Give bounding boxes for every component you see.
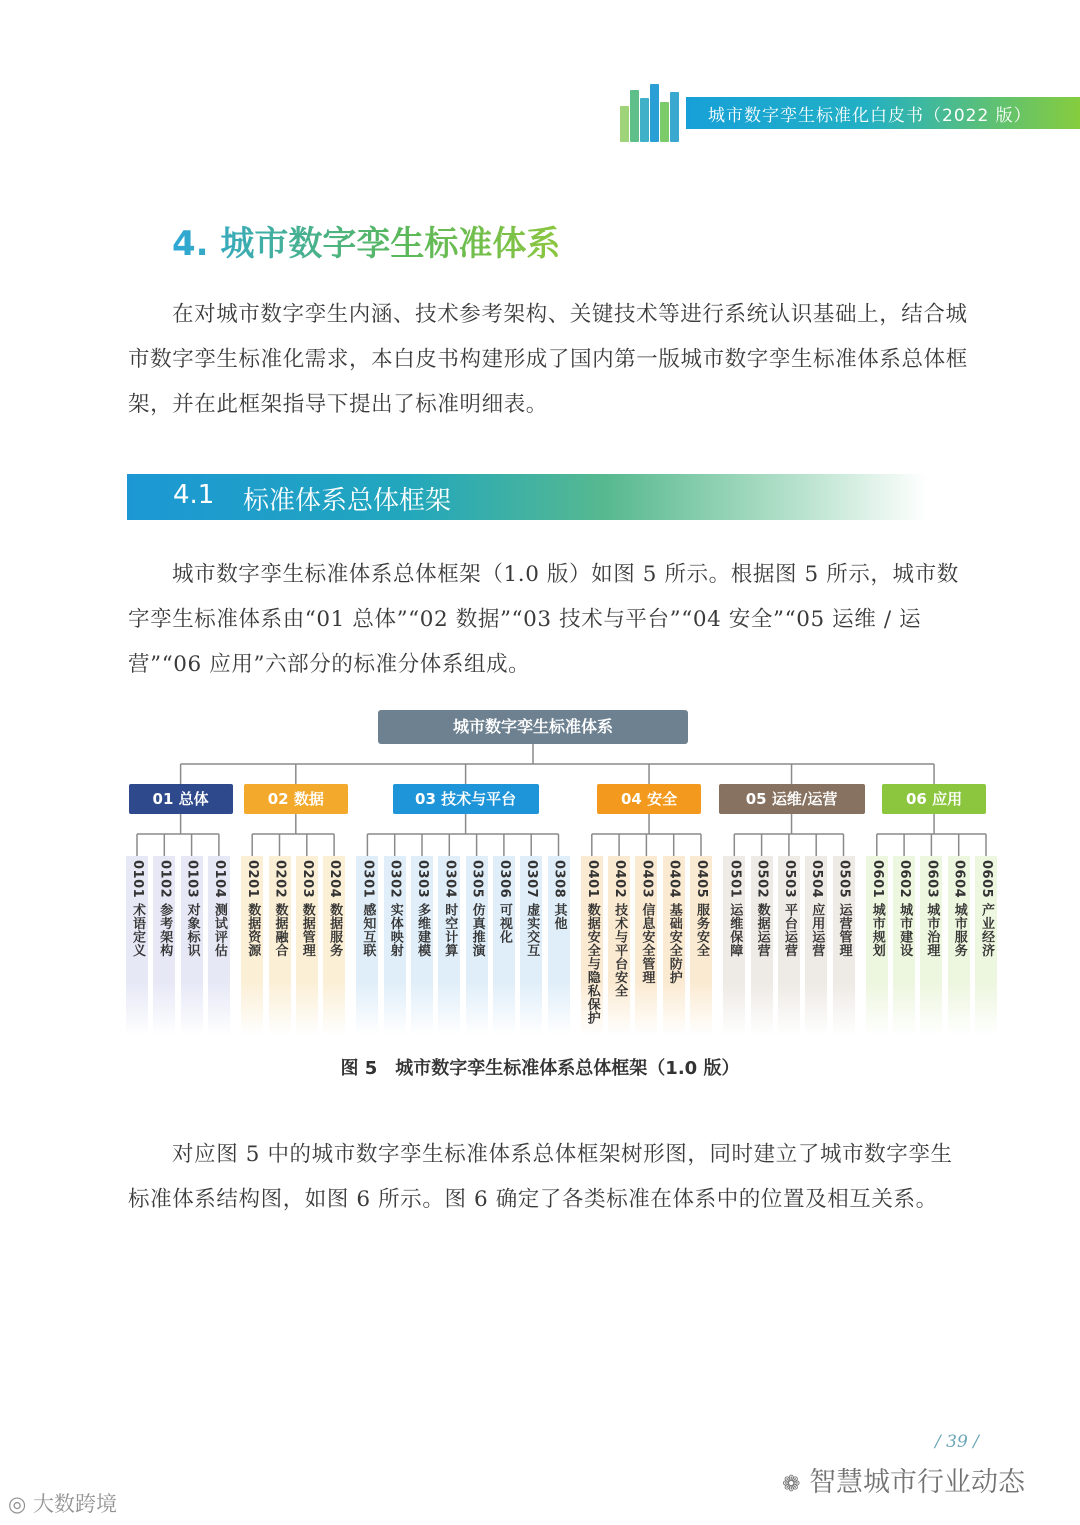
standard-item: 0307 虚实交互 (520, 856, 542, 1036)
standard-item: 0201 数据资源 (241, 856, 263, 1036)
standard-item: 0404 基础安全防护 (663, 856, 685, 1036)
section-number: 4.1 (173, 480, 215, 510)
standard-item: 0602 城市建设 (893, 856, 915, 1036)
standard-item: 0403 信息安全管理 (635, 856, 657, 1036)
standard-item: 0204 数据服务 (323, 856, 345, 1036)
category-box: 01 总体 (129, 784, 233, 814)
standard-item: 0102 参考架构 (153, 856, 175, 1036)
standard-item: 0304 时空计算 (438, 856, 460, 1036)
standard-item: 0401 数据安全与隐私保护 (581, 856, 603, 1036)
category-box: 03 技术与平台 (393, 784, 539, 814)
watermark-right-text: 智慧城市行业动态 (809, 1467, 1026, 1498)
standard-item: 0402 技术与平台安全 (608, 856, 630, 1036)
standard-item: 0504 应用运营 (805, 856, 827, 1036)
logo-icon: ◎ (8, 1492, 27, 1516)
standard-item: 0601 城市规划 (866, 856, 888, 1036)
wechat-icon: ❁ (782, 1472, 801, 1497)
category-box: 06 应用 (882, 784, 986, 814)
section-paragraph: 城市数字孪生标准体系总体框架（1.0 版）如图 5 所示。根据图 5 所示，城市数字孪生标准体系由“01 总体”“02 数据”“03 技术与平台”“04 安全”“05 运维 / 运营”“06 应用”六部分的标准分体系组成。 (128, 562, 959, 677)
standard-item: 0502 数据运营 (751, 856, 773, 1036)
standard-item: 0308 其他 (548, 856, 570, 1036)
intro-paragraph: 在对城市数字孪生内涵、技术参考架构、关键技术等进行系统认识基础上，结合城市数字孪生标准化需求，本白皮书构建形成了国内第一版城市数字孪生标准体系总体框架，并在此框架指导下提出了标准明细表。 (128, 302, 968, 417)
category-box: 05 运维/运营 (719, 784, 865, 814)
standard-item: 0604 城市服务 (948, 856, 970, 1036)
standard-item: 0303 多维建模 (411, 856, 433, 1036)
standard-item: 0203 数据管理 (296, 856, 318, 1036)
standard-item: 0505 运营管理 (833, 856, 855, 1036)
standard-item: 0603 城市治理 (920, 856, 942, 1036)
standard-item: 0501 运维保障 (723, 856, 745, 1036)
watermark-left-text: 大数跨境 (33, 1492, 118, 1516)
standard-item: 0306 可视化 (493, 856, 515, 1036)
category-box: 04 安全 (597, 784, 701, 814)
closing-paragraph: 对应图 5 中的城市数字孪生标准体系总体框架树形图，同时建立了城市数字孪生标准体系结构图，如图 6 所示。图 6 确定了各类标准在体系中的位置及相互关系。 (128, 1142, 953, 1212)
standard-item: 0405 服务安全 (690, 856, 712, 1036)
standard-item: 0101 术语定义 (126, 856, 148, 1036)
diagram-root-box: 城市数字孪生标准体系 (378, 710, 688, 744)
chapter-title: 4. 城市数字孪生标准体系 (172, 216, 560, 265)
standard-item: 0202 数据融合 (269, 856, 291, 1036)
figure-caption: 图 5 城市数字孪生标准体系总体框架（1.0 版） (340, 1058, 740, 1079)
standard-item: 0103 对象标识 (181, 856, 203, 1036)
section-title: 标准体系总体框架 (243, 486, 452, 516)
standard-item: 0302 实体映射 (384, 856, 406, 1036)
category-box: 02 数据 (244, 784, 348, 814)
standard-item: 0503 平台运营 (778, 856, 800, 1036)
watermark-right (782, 1460, 1025, 1499)
standard-item: 0301 感知互联 (356, 856, 378, 1036)
page-number: / 39 / (935, 1432, 979, 1452)
running-title: 城市数字孪生标准化白皮书（2022 版） (708, 106, 1032, 126)
standard-item: 0305 仿真推演 (466, 856, 488, 1036)
standard-item: 0605 产业经济 (975, 856, 997, 1036)
standard-item: 0104 测试评估 (208, 856, 230, 1036)
watermark-left (8, 1488, 117, 1518)
